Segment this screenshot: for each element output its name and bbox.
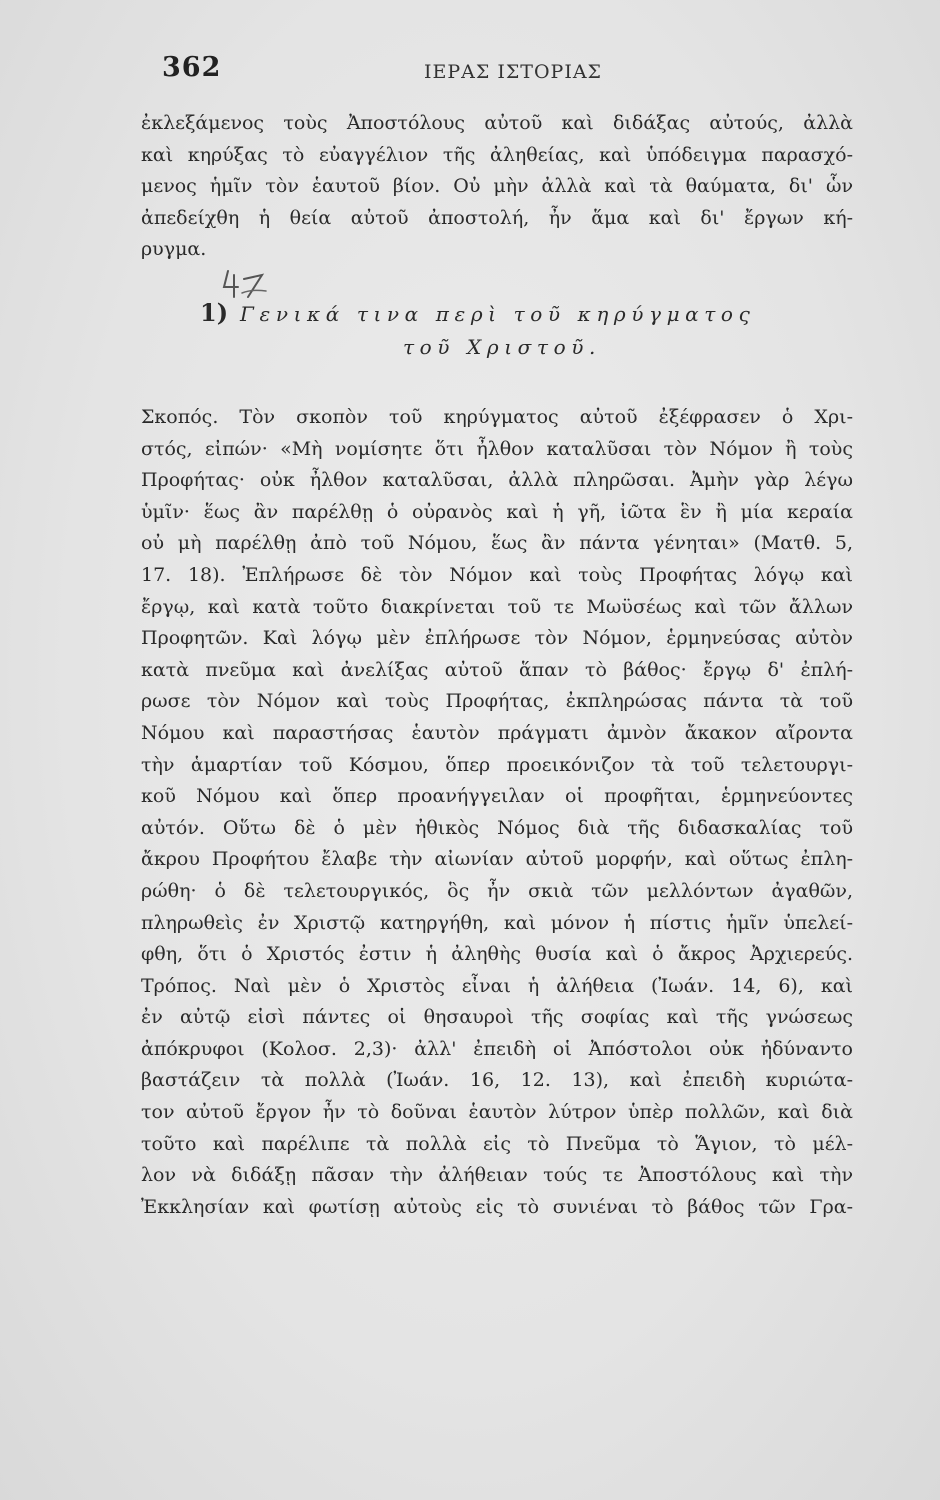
- text-line: 17. 18). Ἐπλήρωσε δὲ τὸν Νόμον καὶ τοὺς Προφήτας λόγῳ καὶ: [141, 563, 853, 586]
- text-line: κοῦ Νόμου καὶ ὅπερ προανήγγειλαν οἱ προφῆται, ἑρμηνεύοντες: [141, 785, 853, 808]
- text-line: ἄκρου Προφήτου ἔλαβε τὴν αἰωνίαν αὐτοῦ μορφήν, καὶ οὕτως ἐπλη-: [141, 848, 853, 871]
- text-line: ἔργῳ, καὶ κατὰ τοῦτο διακρίνεται τοῦ τε Μωϋσέως καὶ τῶν ἄλλων: [141, 595, 853, 618]
- text-line: Προφητῶν. Καὶ λόγῳ μὲν ἐπλήρωσε τὸν Νόμον, ἑρμηνεύσας αὐτὸν: [141, 627, 853, 650]
- text-line: οὐ μὴ παρέλθῃ ἀπὸ τοῦ Νόμου, ἕως ἂν πάντα γένηται» (Ματθ. 5,: [141, 532, 853, 555]
- text-line: φθη, ὅτι ὁ Χριστός ἐστιν ἡ ἀληθὴς θυσία καὶ ὁ ἄκρος Ἀρχιερεύς.: [141, 943, 853, 966]
- text-line: βαστάζειν τὰ πολλὰ (Ἰωάν. 16, 12. 13), καὶ ἐπειδὴ κυριώτα-: [141, 1069, 853, 1092]
- text-line: λον νὰ διδάξῃ πᾶσαν τὴν ἀλήθειαν τούς τε Ἀποστόλους καὶ τὴν: [141, 1164, 853, 1187]
- text-line: Σκοπός. Τὸν σκοπὸν τοῦ κηρύγματος αὐτοῦ ἐξέφρασεν ὁ Χρι-: [141, 406, 853, 428]
- page-header: [162, 50, 852, 90]
- text-line: ἀπόκρυφοι (Κολοσ. 2,3)· ἀλλ' ἐπειδὴ οἱ Ἀπόστολοι οὐκ ἠδύναντο: [141, 1037, 853, 1060]
- text-line: κατὰ πνεῦμα καὶ ἀνελίξας αὐτοῦ ἅπαν τὸ βάθος· ἔργῳ δ' ἐπλή-: [141, 658, 853, 681]
- text-line: ὑμῖν· ἕως ἂν παρέλθῃ ὁ οὐρανὸς καὶ ἡ γῆ, ἰῶτα ἓν ἢ μία κεραία: [141, 500, 853, 523]
- text-line: Προφήτας· οὐκ ἦλθον καταλῦσαι, ἀλλὰ πληρῶσαι. Ἀμὴν γὰρ λέγω: [141, 469, 853, 492]
- text-line: στός, εἰπών· «Μὴ νομίσητε ὅτι ἦλθον καταλῦσαι τὸν Νόμον ἢ τοὺς: [141, 437, 853, 460]
- text-line: τον αὐτοῦ ἔργον ἦν τὸ δοῦναι ἑαυτὸν λύτρον ὑπὲρ πολλῶν, καὶ διὰ: [141, 1101, 853, 1124]
- text-line: τοῦτο καὶ παρέλιπε τὰ πολλὰ εἰς τὸ Πνεῦμα τὸ Ἅγιον, τὸ μέλ-: [141, 1132, 853, 1155]
- page-number: 362: [162, 52, 222, 83]
- text-line: ρώθη· ὁ δὲ τελετουργικός, ὃς ἦν σκιὰ τῶν μελλόντων ἀγαθῶν,: [141, 879, 853, 902]
- body-text: [141, 402, 853, 1223]
- text-line: πληρωθεὶς ἐν Χριστῷ κατηργήθη, καὶ μόνον ἡ πίστις ἡμῖν ὑπελεί-: [141, 911, 853, 934]
- text-line: ρυγμα.: [141, 238, 207, 261]
- section-title-line2: τοῦ Χριστοῦ.: [403, 335, 601, 359]
- text-line: καὶ κηρύξας τὸ εὐαγγέλιον τῆς ἀληθείας, καὶ ὑπόδειγμα παρασχό-: [141, 143, 853, 166]
- running-head: ΙΕΡΑΣ ΙΣΤΟΡΙΑΣ: [424, 61, 602, 83]
- intro-paragraph: [141, 108, 853, 266]
- text-line: ἐν αὐτῷ εἰσὶ πάντες οἱ θησαυροὶ τῆς σοφίας καὶ τῆς γνώσεως: [141, 1006, 853, 1029]
- text-line: μενος ἡμῖν τὸν ἑαυτοῦ βίον. Οὐ μὴν ἀλλὰ καὶ τὰ θαύματα, δι' ὧν: [141, 175, 853, 198]
- text-line: Νόμου καὶ παραστήσας ἑαυτὸν πράγματι ἀμνὸν ἄκακον αἴροντα: [141, 721, 853, 744]
- section-heading: [200, 296, 820, 364]
- text-line: τὴν ἁμαρτίαν τοῦ Κόσμου, ὅπερ προεικόνιζον τὰ τοῦ τελετουργι-: [141, 753, 853, 776]
- text-line: Τρόπος. Ναὶ μὲν ὁ Χριστὸς εἶναι ἡ ἀλήθεια (Ἰωάν. 14, 6), καὶ: [141, 974, 853, 997]
- text-line: αὐτόν. Οὕτω δὲ ὁ μὲν ἠθικὸς Νόμος διὰ τῆς διδασκαλίας τοῦ: [141, 816, 853, 839]
- text-line: ἐκλεξάμενος τοὺς Ἀποστόλους αὐτοῦ καὶ διδάξας αὐτούς, ἀλλὰ: [141, 112, 853, 134]
- text-line: ρωσε τὸν Νόμον καὶ τοὺς Προφήτας, ἐκπληρώσας πάντα τὰ τοῦ: [141, 690, 853, 713]
- section-number: 1): [200, 298, 229, 327]
- section-title-line1: Γενικά τινα περὶ τοῦ κηρύγματος: [240, 302, 756, 326]
- text-line: ἀπεδείχθη ἡ θεία αὐτοῦ ἀποστολή, ἦν ἅμα καὶ δι' ἔργων κή-: [141, 206, 853, 229]
- text-line: Ἐκκλησίαν καὶ φωτίσῃ αὐτοὺς εἰς τὸ συνιέναι τὸ βάθος τῶν Γρα-: [141, 1195, 853, 1218]
